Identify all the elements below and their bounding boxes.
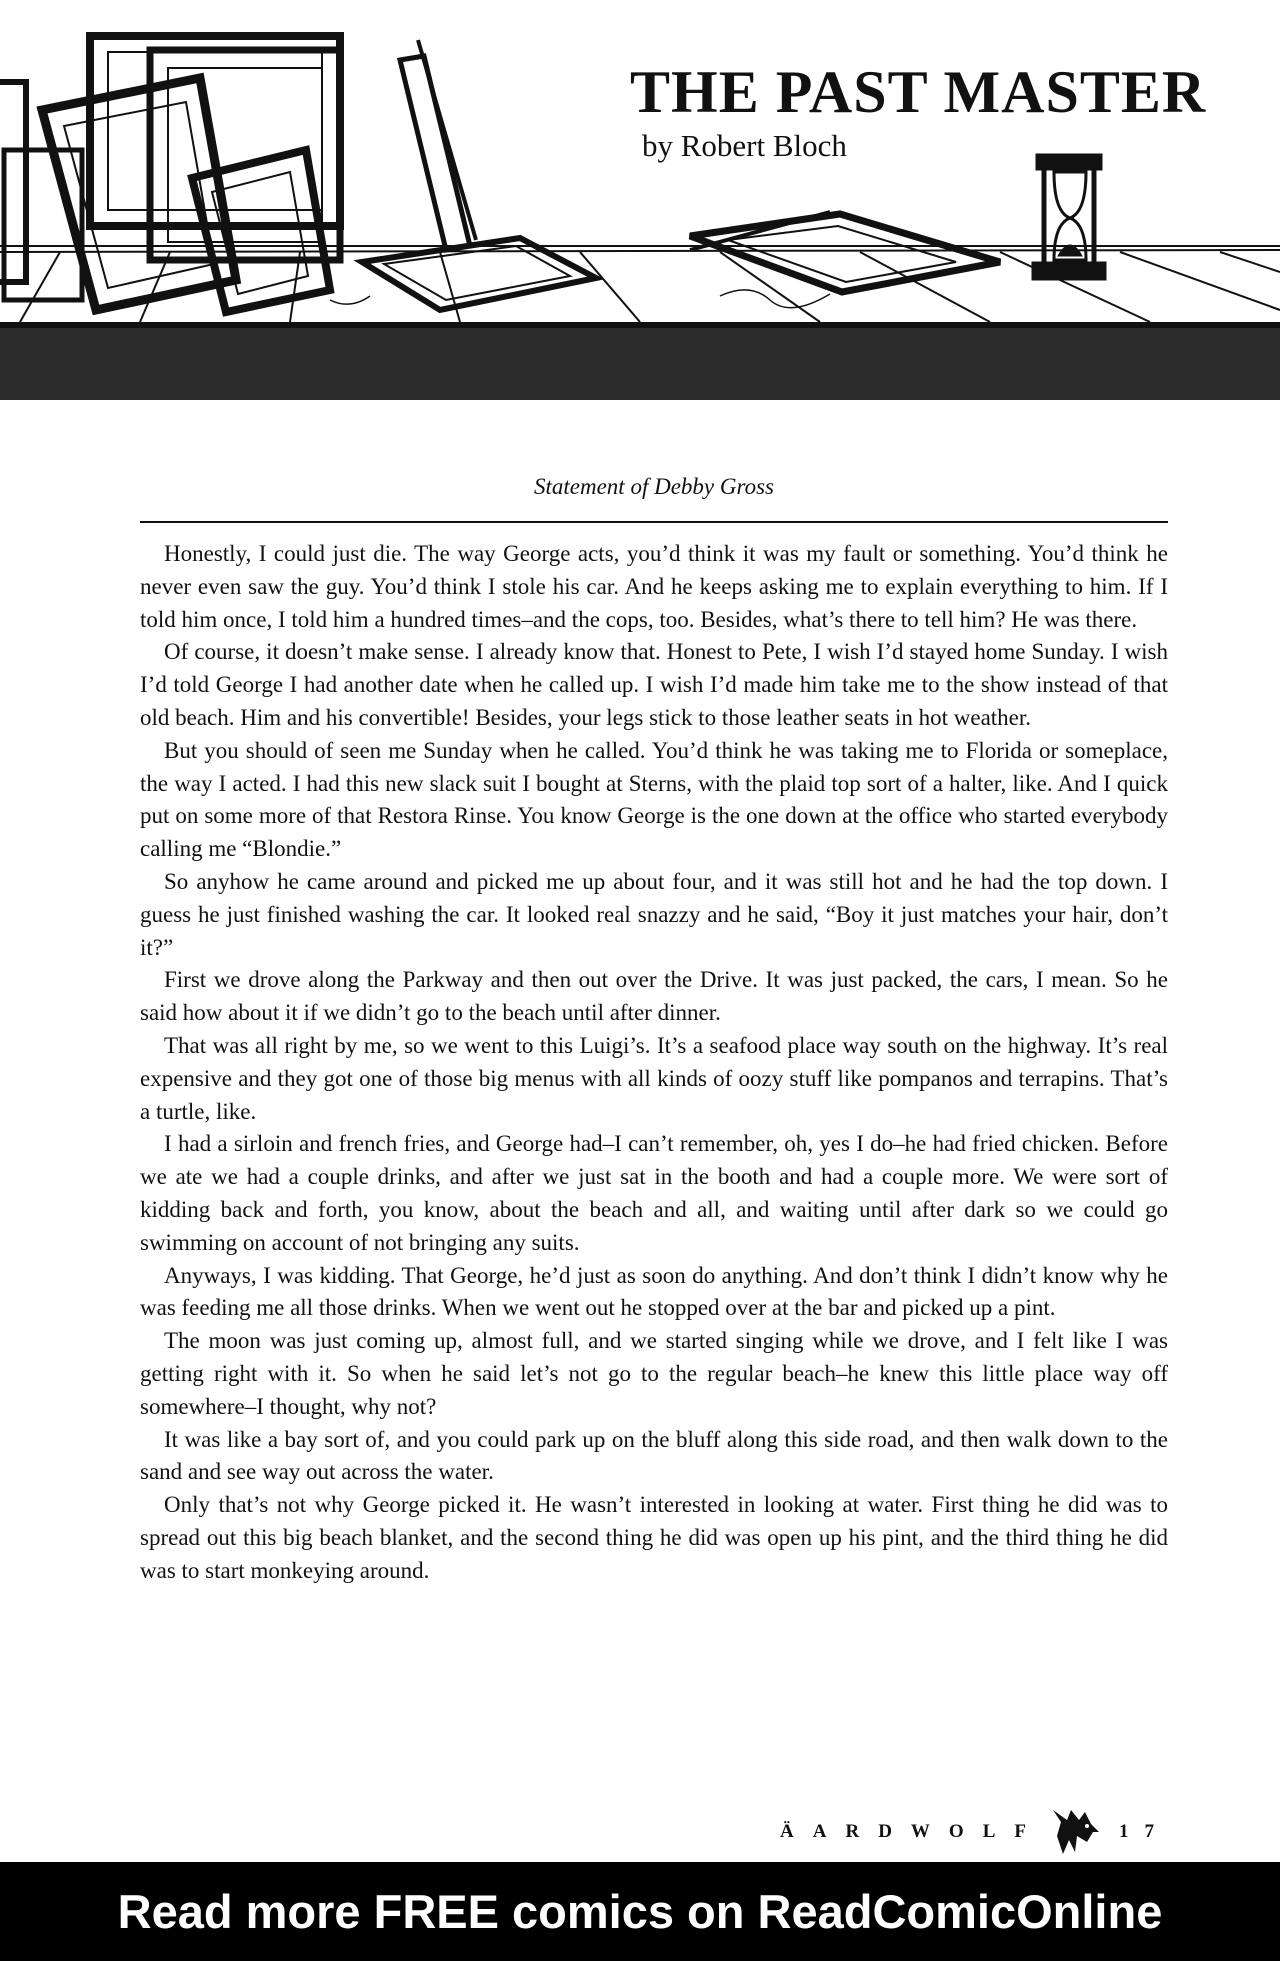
paragraph: I had a sirloin and french fries, and George had–I can’t remember, oh, yes I do–he had fried chicken. Before we ate we had a couple drinks, and after we just sat in the booth and had a couple more. We were sort of kidding back and forth, you know, about the beach and all, and waiting until after dark so we could go swimming on account of not bringing any suits. (140, 1131, 1168, 1255)
paragraph: Honestly, I could just die. The way George acts, you’d think it was my fault or something. You’d think he never even saw the guy. You’d think I stole his car. And he keeps asking me to explain everything to him. If I told him once, I told him a hundred times–and the cops, too. Besides, what’s there to tell him? He was there. (140, 541, 1168, 632)
author-byline: by Robert Bloch (642, 128, 847, 163)
paragraph: The moon was just coming up, almost full, and we started singing while we drove, and I felt like I was getting right with it. So when he said let’s not go to the regular beach–he knew this little place way off somewhere–I thought, why not? (140, 1328, 1168, 1419)
paragraph: But you should of seen me Sunday when he called. You’d think he was taking me to Florida or someplace, the way I acted. I had this new slack suit I bought at Sterns, with the plaid top sort of a halter, like. And I quick put on some more of that Restora Rinse. You know George is the one down at the office who started everybody calling me “Blondie.” (140, 737, 1168, 862)
promo-banner[interactable]: Read more FREE comics on ReadComicOnline (0, 1862, 1280, 1961)
paragraph: First we drove along the Parkway and then out over the Drive. It was just packed, the cars, I mean. So he said how about it if we didn’t go to the beach until after dinner. (140, 967, 1168, 1026)
story-title: THE PAST MASTER (630, 59, 1207, 125)
dark-floor-band (0, 322, 1280, 400)
paragraph: Of course, it doesn’t make sense. I already know that. Honest to Pete, I wish I’d stayed home Sunday. I wish I’d told George I had another date when he called up. I wish I’d made him take me to the show instead of that old beach. Him and his convertible! Besides, your legs stick to those leather seats in hot weather. (140, 639, 1168, 730)
page-folio (724, 1812, 1170, 1852)
story-body (140, 538, 1168, 1588)
aardwolf-logo-icon (1047, 1806, 1103, 1858)
statement-heading: Statement of Debby Gross (534, 474, 774, 499)
paragraph: So anyhow he came around and picked me up about four, and it was still hot and he had the top down. I guess he just finished washing the car. It looked real snazzy and he said, “Boy it just matches your hair, don’t it?” (140, 868, 1168, 960)
paragraph: Anyways, I was kidding. That George, he’d just as soon do anything. And don’t think I didn’t know why he was feeding me all those drinks. When we went out he stopped over at the bar and picked up a pint. (140, 1262, 1168, 1321)
paragraph: It was like a bay sort of, and you could park up on the bluff along this side road, and then walk down to the sand and see way out across the water. (140, 1426, 1168, 1485)
magazine-name: ÄARDWOLF (780, 1821, 1045, 1842)
paragraph: That was all right by me, so we went to this Luigi’s. It’s a seafood place way south on the highway. It’s real expensive and they got one of those big menus with all kinds of oozy stuff like pompanos and terrapins. That’s a turtle, like. (140, 1032, 1168, 1124)
heading-rule (140, 521, 1168, 523)
page-number: 17 (1119, 1821, 1170, 1842)
paragraph: Only that’s not why George picked it. He wasn’t interested in looking at water. First thing he did was to spread out this big beach blanket, and the second thing he did was open up his pint, and the third thing he did was to start monkeying around. (140, 1492, 1168, 1583)
hourglass-icon (1034, 156, 1104, 278)
